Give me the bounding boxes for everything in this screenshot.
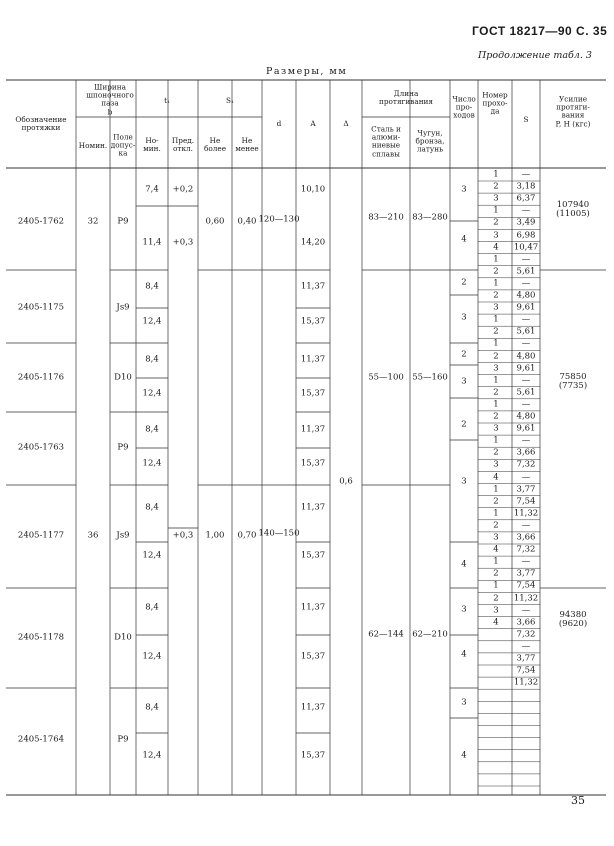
a-cell: 15,37 [300,388,326,399]
header-tolerance-field: Поле допус- ка [110,132,136,159]
s-value-cell: 3,77 [516,484,536,495]
a-cell: 11,37 [300,702,326,713]
s-value-cell: 3,18 [516,181,536,192]
page-header: ГОСТ 18217—90 С. 35 [472,24,608,38]
pass-count-cell: 4 [461,750,467,761]
s-value-cell: 7,54 [516,496,536,507]
force-cell: 94380 (9620) [558,610,588,629]
pass-number-cell: 2 [493,217,499,228]
s-value-cell: — [521,205,531,216]
tolerance-cell: P9 [117,442,129,453]
pass-count-cell: 3 [461,697,467,708]
pass-number-cell: 1 [493,580,499,591]
a-cell: 15,37 [300,316,326,327]
t1-nominal-cell: 8,4 [145,602,159,613]
pass-number-cell: 1 [493,399,499,410]
header-s1: S₁ [226,95,234,105]
pass-number-cell: 2 [493,387,499,398]
length-iron-cell: 83—280 [412,212,448,223]
pass-number-cell: 3 [493,605,499,616]
s-value-cell: — [521,338,531,349]
pass-number-cell: 1 [493,314,499,325]
header-delta: Δ [343,118,349,128]
tolerance-cell: D10 [114,372,132,383]
s-value-cell: 6,37 [516,193,536,204]
designation-cell: 2405-1175 [17,302,65,313]
pass-number-cell: 3 [493,532,499,543]
header-pass-number: Номер прохо- да [482,90,508,117]
header-designation: Обозначение протяжки [15,114,67,132]
designation-cell: 2405-1178 [17,632,65,643]
tolerance-cell: Js9 [116,302,130,313]
pass-number-cell: 2 [493,496,499,507]
header-s1-max: Не более [203,135,227,153]
s-value-cell: 11,32 [513,508,539,519]
s-value-cell: — [521,278,531,289]
s-value-cell: 9,61 [516,363,536,374]
s-value-cell: 9,61 [516,302,536,313]
s-value-cell: — [521,375,531,386]
a-cell: 11,37 [300,424,326,435]
header-s: S [523,114,529,124]
t1-nominal-cell: 12,4 [142,750,162,761]
s-value-cell: 9,61 [516,423,536,434]
header-a: A [310,118,316,128]
s-value-cell: 4,80 [516,351,536,361]
header-t1-nominal: Но- мин. [143,135,161,153]
header-pass-count: Число про- ходов [452,94,476,121]
pass-number-cell: 1 [493,169,499,180]
s-value-cell: 5,61 [516,326,536,337]
a-cell: 11,37 [300,281,326,292]
pass-number-cell: 2 [493,351,499,361]
pass-number-cell: 2 [493,447,499,458]
pass-count-cell: 2 [461,419,467,430]
a-cell: 14,20 [300,237,326,248]
delta-cell: 0,6 [339,476,353,487]
s-value-cell: 3,66 [516,447,536,458]
s-value-cell: — [521,520,531,531]
pass-number-cell: 1 [493,484,499,495]
t1-deviation-cell: +0,3 [172,530,194,541]
pass-number-cell: 1 [493,254,499,265]
pass-number-cell: 3 [493,423,499,434]
pass-number-cell: 2 [493,520,499,531]
tolerance-cell: D10 [114,632,132,643]
t1-nominal-cell: 12,4 [142,651,162,662]
s-value-cell: 4,80 [516,290,536,301]
pass-number-cell: 3 [493,193,499,204]
pass-number-cell: 1 [493,338,499,349]
designation-cell: 2405-1763 [17,442,65,453]
s-value-cell: 7,32 [516,459,536,470]
d-cell: 140—150 [258,528,300,539]
t1-nominal-cell: 12,4 [142,458,162,469]
t1-nominal-cell: 12,4 [142,388,162,399]
t1-deviation-cell: +0,3 [172,237,194,248]
header-length: Длина протягивания [378,88,434,106]
t1-nominal-cell: 11,4 [142,237,162,248]
s-value-cell: — [521,605,531,616]
header-t1-limit: Пред. откл. [171,135,195,153]
header-iron: Чугун, бронза, латунь [415,128,445,155]
a-cell: 15,37 [300,750,326,761]
s1-max-cell: 1,00 [205,530,225,541]
s-value-cell: 7,32 [516,629,536,640]
s1-min-cell: 0,40 [237,216,257,227]
length-iron-cell: 62—210 [412,629,448,640]
t1-nominal-cell: 8,4 [145,702,159,713]
a-cell: 15,37 [300,550,326,561]
s-value-cell: 3,77 [516,568,536,579]
t1-nominal-cell: 12,4 [142,316,162,327]
t1-nominal-cell: 8,4 [145,354,159,365]
pass-count-cell: 3 [461,476,467,487]
force-cell: 75850 (7735) [558,372,588,391]
length-iron-cell: 55—160 [412,372,448,383]
nominal-b-cell: 36 [87,530,99,541]
s-value-cell: 11,32 [513,677,539,688]
pass-number-cell: 2 [493,326,499,337]
t1-nominal-cell: 7,4 [145,184,159,195]
a-cell: 15,37 [300,458,326,469]
s-value-cell: 6,98 [516,230,536,240]
s-value-cell: — [521,435,531,446]
s-value-cell: 7,54 [516,580,536,591]
page-number: 35 [571,794,585,807]
s-value-cell: 3,66 [516,532,536,543]
pass-count-cell: 3 [461,604,467,615]
a-cell: 11,37 [300,602,326,613]
t1-deviation-cell: +0,2 [172,184,194,195]
nominal-b-cell: 32 [87,216,99,227]
s-value-cell: 7,54 [516,665,536,676]
designation-cell: 2405-1177 [17,530,65,541]
pass-number-cell: 4 [493,544,499,555]
a-cell: 15,37 [300,651,326,662]
pass-number-cell: 4 [493,617,499,628]
s-value-cell: 3,66 [516,617,536,628]
pass-number-cell: 3 [493,230,499,240]
pass-number-cell: 4 [493,242,499,253]
pass-number-cell: 3 [493,459,499,470]
s1-min-cell: 0,70 [237,530,257,541]
s-value-cell: 10,47 [513,242,539,253]
pass-number-cell: 1 [493,375,499,386]
length-steel-cell: 83—210 [368,212,404,223]
pass-count-cell: 3 [461,376,467,387]
pass-number-cell: 4 [493,472,499,482]
tolerance-cell: P9 [117,734,129,745]
s-value-cell: 11,32 [513,593,539,603]
header-steel: Сталь и алюми- ниевые сплавы [371,124,401,159]
header-s1-min: Не менее [235,135,259,153]
pass-count-cell: 4 [461,649,467,660]
pass-number-cell: 2 [493,266,499,277]
t1-nominal-cell: 8,4 [145,502,159,513]
pass-count-cell: 4 [461,559,467,570]
pass-number-cell: 1 [493,435,499,446]
pass-number-cell: 2 [493,593,499,603]
designation-cell: 2405-1762 [17,216,65,227]
pass-number-cell: 2 [493,181,499,192]
pass-count-cell: 2 [461,277,467,288]
designation-cell: 2405-1176 [17,372,65,383]
tolerance-cell: Js9 [116,530,130,541]
t1-nominal-cell: 8,4 [145,281,159,292]
header-slot-width: Ширина шпоночного паза b [86,82,134,117]
s-value-cell: 3,49 [516,217,536,228]
t1-nominal-cell: 12,4 [142,550,162,561]
pass-count-cell: 2 [461,349,467,360]
designation-cell: 2405-1764 [17,734,65,745]
header-force: Усилие протяги- вания P, Н (кгс) [555,94,591,129]
pass-number-cell: 1 [493,205,499,216]
s-value-cell: — [521,556,531,567]
pass-count-cell: 4 [461,234,467,245]
t1-nominal-cell: 8,4 [145,424,159,435]
force-cell: 107940 (11005) [556,200,590,219]
s-value-cell: 4,80 [516,411,536,422]
pass-number-cell: 1 [493,556,499,567]
a-cell: 11,37 [300,502,326,513]
pass-count-cell: 3 [461,184,467,195]
header-nominal: Номин. [78,140,108,150]
sizes-label: Размеры, мм [266,66,348,77]
s-value-cell: 3,77 [516,653,536,664]
header-d: d [276,118,282,128]
a-cell: 11,37 [300,354,326,365]
s1-max-cell: 0,60 [205,216,225,227]
table-continuation-label: Продолжение табл. 3 [478,50,592,61]
pass-number-cell: 1 [493,278,499,289]
s-value-cell: — [521,399,531,410]
pass-number-cell: 2 [493,568,499,579]
pass-number-cell: 1 [493,508,499,519]
s-value-cell: 7,32 [516,544,536,555]
length-steel-cell: 55—100 [368,372,404,383]
s-value-cell: — [521,641,531,652]
s-value-cell: — [521,472,531,482]
d-cell: 120—130 [258,214,300,225]
header-t1: t₁ [164,95,170,105]
s-value-cell: 5,61 [516,266,536,277]
pass-number-cell: 3 [493,302,499,313]
tolerance-cell: P9 [117,216,129,227]
s-value-cell: — [521,254,531,265]
s-value-cell: — [521,169,531,180]
pass-number-cell: 2 [493,290,499,301]
a-cell: 10,10 [300,184,326,195]
pass-number-cell: 3 [493,363,499,374]
pass-number-cell: 2 [493,411,499,422]
s-value-cell: 5,61 [516,387,536,398]
pass-count-cell: 3 [461,312,467,323]
length-steel-cell: 62—144 [368,629,404,640]
s-value-cell: — [521,314,531,325]
